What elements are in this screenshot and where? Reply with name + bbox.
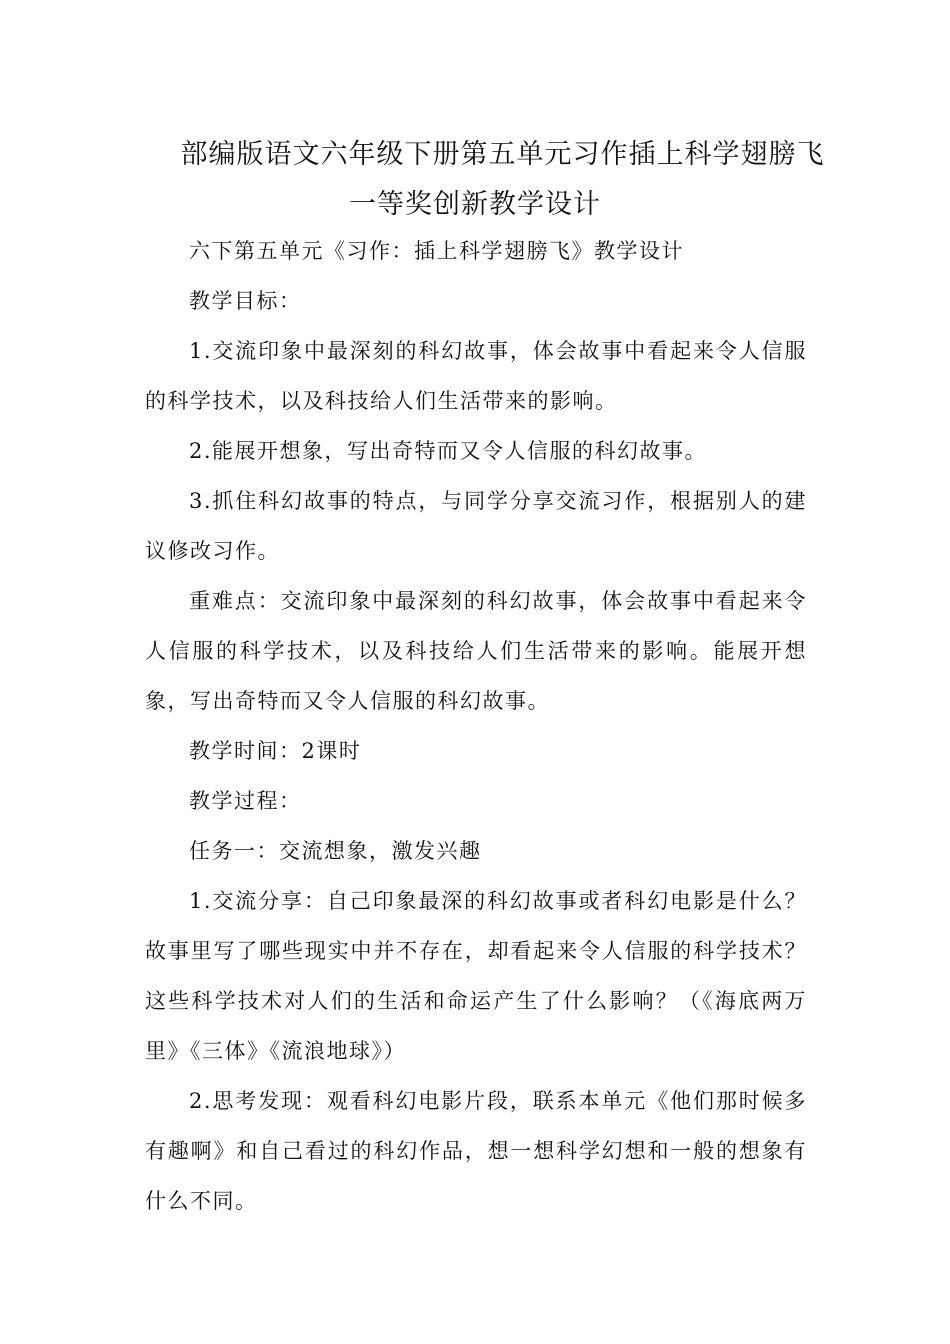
- objective-1: 1.交流印象中最深刻的科幻故事，体会故事中看起来令人信服的科学技术，以及科技给人们生活带来的影响。: [145, 339, 807, 413]
- key-points: 重难点：交流印象中最深刻的科幻故事，体会故事中看起来令人信服的科学技术，以及科技给人们生活带来的影响。能展开想象，写出奇特而又令人信服的科幻故事。: [145, 589, 807, 713]
- section-heading-process: 教学过程：: [189, 789, 302, 813]
- document-title-line-1: 部编版语文六年级下册第五单元习作插上科学翅膀飞: [180, 139, 825, 170]
- task-1-step-2: 2.思考发现：观看科幻电影片段，联系本单元《他们那时候多有趣啊》和自己看过的科幻作品，想一想科学幻想和一般的想象有什么不同。: [145, 1089, 807, 1213]
- section-heading-objectives: 教学目标：: [189, 289, 302, 313]
- objective-3: 3.抓住科幻故事的特点，与同学分享交流习作，根据别人的建议修改习作。: [145, 489, 807, 563]
- teaching-time: 教学时间：2课时: [189, 739, 362, 763]
- task-1-step-1: 1.交流分享：自己印象最深的科幻故事或者科幻电影是什么？故事里写了哪些现实中并不存在，却看起来令人信服的科学技术？这些科学技术对人们的生活和命运产生了什么影响？（《海底两万里》《三体》《流浪地球》）: [145, 889, 807, 1063]
- doc-subtitle: 六下第五单元《习作：插上科学翅膀飞》教学设计: [189, 239, 684, 263]
- document-body: [145, 226, 807, 1226]
- document-title-line-2: 一等奖创新教学设计: [349, 189, 601, 220]
- objective-2: 2.能展开想象，写出奇特而又令人信服的科幻故事。: [189, 439, 708, 463]
- task-1-heading: 任务一：交流想象，激发兴趣: [189, 839, 482, 863]
